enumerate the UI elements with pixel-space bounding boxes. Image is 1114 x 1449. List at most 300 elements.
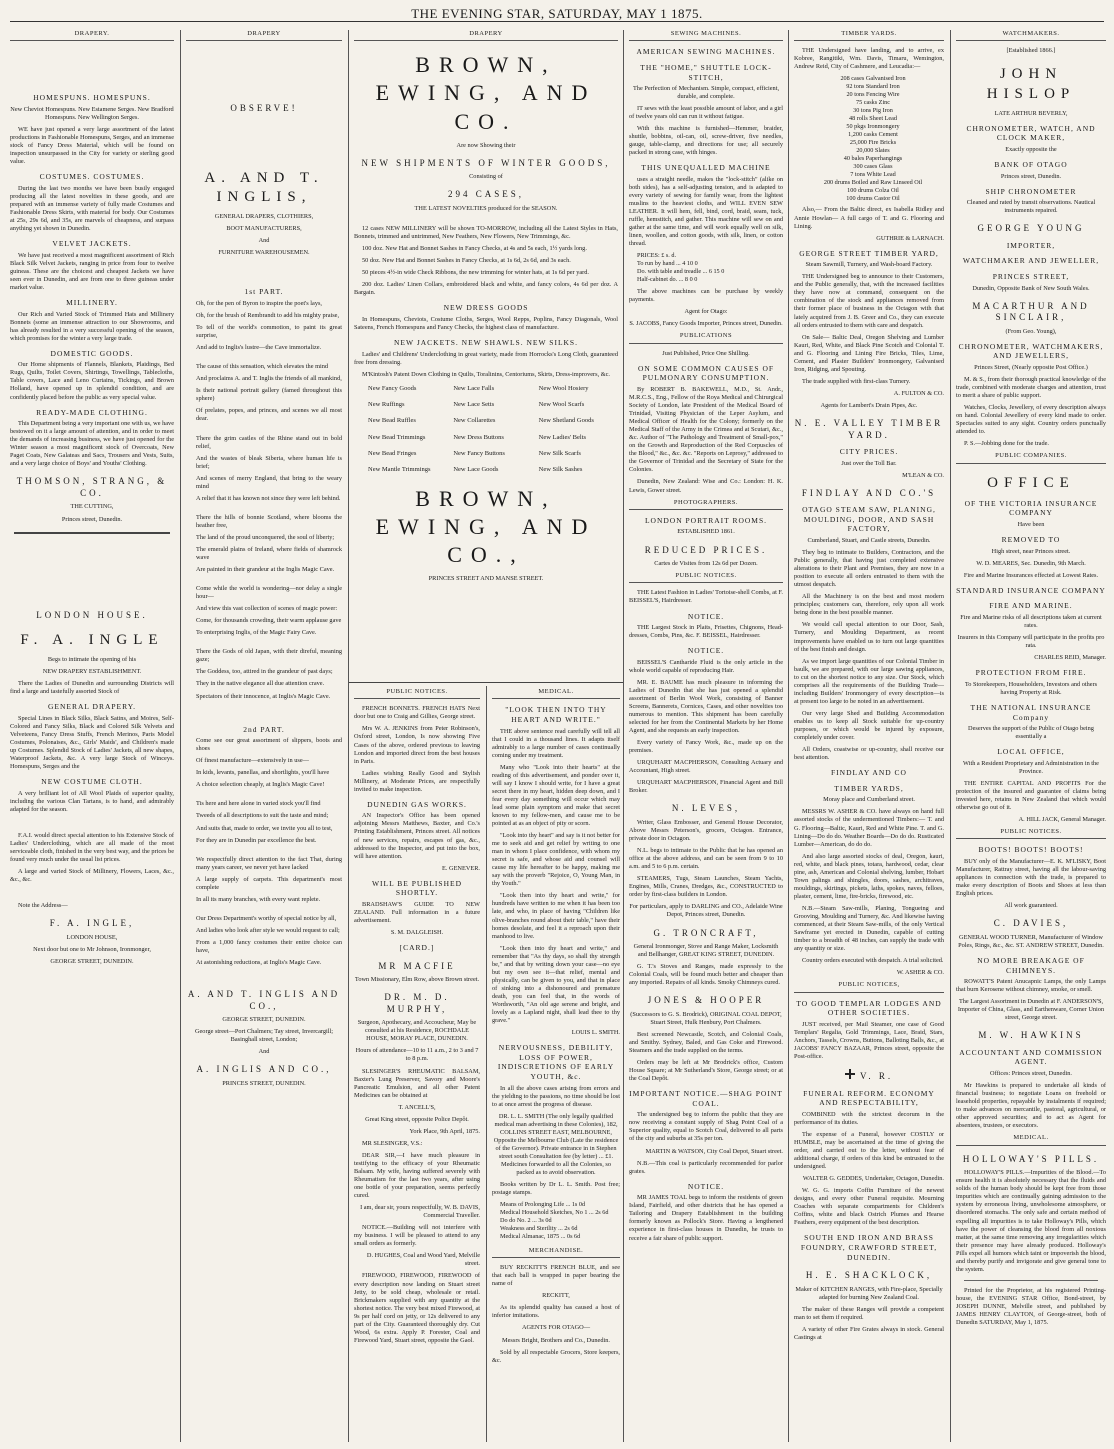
column-public-notices (354, 688, 480, 1440)
text: THE Undersigned beg to announce to their Customers, and the Public generally, that, with the increased facilities they have now at command, consequent on the combination of the stock and appliances removed from their former place of business in the Octagon with that lately acquired from J. B. Greer and Co., they can execute all orders entrusted to them with care and despatch. (794, 273, 944, 329)
text: DR. L. L. SMITH (The only legally qualified medical man advertising in these Colonies), 182, COLLINS STREET EAST, MELBOURNE, Opposite the Melbourne Club (Late the residence of the Governor). Private entrance in in Stephen street south Consultation fee (by letter) ... £1. Medicines forwarded to all the Colonies, so packed as to avoid observation. (493, 1112, 619, 1177)
text: MARTIN & WATSON, City Coal Depot, Stuart street. (645, 1147, 783, 1155)
name: M. W. HAWKINS (978, 1030, 1084, 1041)
heading: DUNEDIN GAS WORKS. (367, 799, 467, 809)
heading: REDUCED PRICES. (644, 544, 768, 555)
heading: OBSERVE! (230, 103, 298, 114)
goods-list (802, 75, 944, 202)
section-head: PUBLIC NOTICES. (956, 828, 1106, 839)
goods-item: New Ladies' Belts (538, 433, 587, 441)
text: Country orders executed with despatch. A trial solicited. (802, 957, 944, 965)
text: Have been (1017, 521, 1045, 529)
name: H. E. SHACKLOCK, (805, 1270, 933, 1281)
text: Princes street, Dunedin. (1000, 172, 1062, 180)
text: Just over the Toll Bar. (841, 459, 897, 467)
text: FURNITURE WAREHOUSEMEN. (218, 249, 310, 257)
text: Orders may be left at Mr Brodrick's office, Custom House Square; at Mr Sutherland's Store, George street; or at the Coal Depôt. (629, 1059, 783, 1083)
book-item: Medical Household Sketches, No 1 ... 2s 6d (500, 1209, 609, 1217)
crown-icon (845, 1069, 855, 1079)
text: High street, near Princes street. (991, 547, 1071, 555)
book-item: Weakness and Sterility ... 2s 6d (500, 1224, 578, 1232)
text: The trade supplied with first-class Turnery. (802, 377, 911, 385)
poem-line: The Goddess, too, attired in the grandeur of past days; (196, 668, 333, 676)
masthead-title: THE EVENING STAR, SATURDAY, MAY 1 1875. (411, 6, 703, 21)
column-drapery-3 (354, 30, 618, 680)
section-head: PUBLIC COMPANIES. (956, 452, 1106, 463)
name: JONES & HOOPER (647, 995, 765, 1006)
goods-item: New Fancy Goods (368, 384, 417, 392)
text: Deserves the support of the Public of Otago being essentially a (968, 725, 1094, 741)
text: Consisting of (469, 173, 503, 181)
heading: CHRONOMETER, WATCH, AND CLOCK MAKER, (966, 123, 1096, 143)
text: In Homespuns, Cheviots, Costume Cloths, Serges, Wool Repps, Poplins, Fancy Diagonals, Wool Sateens, French Homespuns and Fancy Checks, the highest class of manufacture. (354, 315, 618, 331)
text: Just Published, Price One Shilling. (662, 349, 750, 357)
heading: NOTICE. (687, 646, 725, 656)
text: They beg to intimate to Builders, Contractors, and the Public generally, that having just completed extensive alterations to their Plant and Premises, they are now in a position to execute all orders entrusted to them with the utmost despatch. (794, 549, 944, 589)
goods-grid (368, 385, 618, 475)
text: Dunedin, New Zealand: Wise and Co.: London: H. K. Lewis, Gower street. (629, 478, 783, 494)
text: P. S.—Jobbing done for the trade. (964, 440, 1049, 448)
text: M'Kintosh's Patent Down Clothing in Quilts, Toralinins, Centoriums, Skirts, Dress-improvers, &c. (362, 370, 610, 378)
text: This Department being a very important one with us, we have bestowed on it a large amount of attention, and in order to meet the demands of increasing business, we have just opened for the Winter season a most magnificent stock of Overcoats, New Paget Coats, New Galateas and Sacs, Trousers and Vests, Suits, and a very large choice of Boys' and Youths' Clothing. (10, 420, 174, 468)
poem-line (186, 641, 342, 644)
poem-line: Come while the world is wondering—nor delay a single hour— (196, 585, 342, 601)
text: W. ASHER & CO. (896, 969, 944, 977)
text: LOUIS L. SMITH. (571, 1029, 620, 1037)
heading: VELVET JACKETS. (52, 239, 132, 249)
heading: PROTECTION FROM FIRE. (975, 668, 1087, 678)
text: 100 doz. New Hat and Bonnet Sashes in Fancy Checks, at 4s and 5s each, 1½ yards long. (362, 245, 587, 253)
goods-item: New Lace Falls (453, 384, 495, 392)
text: The above machines can be purchase by weekly payments. (629, 288, 783, 304)
section-head: PUBLIC NOTICES. (354, 688, 480, 699)
masthead (0, 0, 1114, 22)
poem-line: From a 1,000 fancy costumes their entire choice can have, (196, 938, 342, 954)
text: A very brilliant lot of All Wool Plaids of superior quality, including the various Clan Tartans, is to hand, and admirably adapted for the season. (10, 789, 174, 814)
section-head: TIMBER YARDS. (794, 30, 944, 41)
text: Offices: Princes street, Dunedin. (990, 1070, 1072, 1078)
poem-line: Of finest manufacture—extensively in use— (196, 757, 309, 765)
text: Insurers in this Company will participate in the profits pro rata. (957, 634, 1105, 650)
text: Special Lines in Black Silks, Black Satins, and Moires, Self-Colored and Fancy Silks, Black and Colored Silk Velvets and Velveteens, Fancy Dress Stuffs, French Merinos, Paris Model Costumes, Polonaises, &c., Girls' Maids', and Children's made up Costumes. Splendid Stock of Ladies' Jackets, all new shapes, Waterproof Jackets, &c. A very large Stock of Winceys. Homespuns, Serges and the (10, 715, 174, 771)
text: [Established 1866.] (1006, 47, 1056, 55)
text: Writer, Glass Embosser, and General House Decorator, Above Messrs Peterson's, grocers, Octagon. Entrance, private door in Octagon. (629, 819, 783, 843)
goods-item: 1,200 casks Cement (848, 131, 898, 139)
goods-item: 48 rolls Sheet Lead (849, 115, 897, 123)
poem-line: The cause of this sensation, which elevates the mind (196, 363, 329, 371)
text: Best screened Newcastle, Scotch, and Colonial Coals, and Smithy. Sydney, Baled, and Gas Coke and Firewood. Steamers and the trade supplied on the terms. (629, 1030, 783, 1054)
poem-line: There the grim castles of the Rhine stand out in bold relief, (196, 434, 342, 450)
text: 200 doz. Ladies' Linen Collars, embroidered black and white, and fancy colors, 4s 6d per doz. A Bargain. (354, 281, 618, 297)
text: THE above sentence read carefully will tell all that I could in a thousand lines. It adapts itself admirably to a large number of cases continually coming under my treatment. (492, 727, 620, 759)
heading: LONDON HOUSE. (36, 609, 148, 620)
poem-line: For they are in Dunedin par excellence the best. (196, 836, 317, 844)
name: G. TRONCRAFT, (653, 927, 759, 938)
poem-line: They in the native elegance all due attention crave. (196, 680, 325, 688)
poem-line: There the Gods of old Japan, with their direful, meaning gaze; (196, 648, 342, 664)
heading: FINDLAY AND CO (831, 768, 907, 778)
heading: FIRE AND MARINE. (989, 601, 1073, 611)
poem-line: In kids, levants, panellas, and shortlights, you'll have (196, 769, 330, 777)
text: A. FULTON & CO. (893, 389, 944, 397)
section-head: DRAPERY (186, 30, 342, 41)
text: The expense of a Funeral, however COSTLY or HUMBLE, may be ascertained at the time of giving the order, and carried out to the letter, without fear of additional charge, if orders of this kind be entrusted to the undersigned. (794, 1130, 944, 1171)
text: A. HILL JACK, General Manager. (1018, 816, 1106, 824)
text: With this machine is furnished—Hemmer, braider, shuttle, bobbins, oil-can, oil, screw-driver, five needles, gauge, table-clamp, and directions for use; all securely packed in strong case, with hinges. (629, 125, 783, 157)
name: JOHN HISLOP (986, 66, 1076, 102)
text: SLESINGER'S RHEUMATIC BALSAM, Baxter's Lung Preserver, Savory and Moore's Pancreatic Emulsion, and all other Patent Medicines can be obtained at (354, 1067, 480, 1099)
text: A variety of other Fire Grates always in stock. General Castings at (794, 1325, 944, 1341)
goods-item: 20,000 Slates (856, 146, 890, 154)
heading: SHIP CHRONOMETER (985, 186, 1077, 196)
goods-item: New Lace Setts (453, 401, 495, 409)
text: I am, dear sir, yours respectfully, W. B. DAVIS, Commercial Traveller. (360, 1204, 480, 1220)
text: In all the above cases arising from errors and the yielding to the passions, no time should be lost to at once arrest the progress of disease. (492, 1084, 620, 1108)
text: BUY only of the Manufacturer—E. K. M'LISKY, Boot Manufacturer, Rattray street, having all the labour-saving appliances in connection with the trade, is prepared to make every description of Boots and Shoes at less than English prices. (956, 858, 1106, 898)
firm-name: BROWN, EWING, AND CO., (375, 485, 597, 567)
text: Great King street, opposite Police Depôt. (365, 1115, 469, 1123)
poem-line (186, 428, 342, 431)
poem-line (186, 849, 342, 852)
heading: PRINCES STREET, (992, 272, 1070, 282)
text: We would call special attention to our Door, Sash, Turnery, and Moulding Department, as recent improvements have enabled us to turn out large quantities of the best finish and design. (794, 621, 944, 653)
text: Agent for Otago: (684, 308, 728, 316)
poem-line: A relief that it has known not since they were left behind. (196, 494, 341, 502)
text: 50 pieces 4½-in wide Check Ribbons, the new trimming for winter hats, at 1s 6d per yard. (362, 269, 589, 277)
goods-item: New Bead Trimmings (368, 433, 426, 441)
goods-item: New Bead Fringes (368, 449, 417, 457)
text: 50 doz. New Hat and Bonnet Sashes in Fancy Checks, at 1s 6d, 2s 6d, and 3s each. (362, 257, 571, 265)
text: URQUHART MACPHERSON, Financial Agent and Bill Broker. (629, 779, 783, 795)
text: ROWATT'S Patent Anucapnic Lamps, the only Lamps that burn Kerosene without chimney, smoke, or smell. (956, 978, 1106, 994)
text: WE have just opened a very large assortment of the latest productions in Fashionable Homespuns, Serges, and an immense stock of Fancy Dress Material, which will be found on inspection unsurpassed in the City for variety or sterling good value. (10, 126, 174, 166)
divider (14, 532, 170, 534)
poem-line (186, 356, 342, 359)
text: The Perfection of Mechanism. Simple, compact, efficient, durable, and complete. (632, 85, 780, 101)
text: Many who "Look into their hearts" at the reading of this advertisement, and ponder over it, will say I know I should write, for I have a great secret there in my heart, hidden deep down, and I fear every day something will occur which may lead some plain symptom and make that secret known to my fellow-men, and cause me to be pointed at as an object of pity or scorn. (492, 763, 620, 828)
poem-line: There the hills of bonnie Scotland, where blooms the heather free, (196, 513, 342, 529)
text: Our Rich and Varied Stock of Trimmed Hats and Millinery Bonnets (some an immense attraction to our Showrooms, and has already resulted in a very successful opening of the season, which promises for the winter a very large trade. (10, 310, 174, 342)
heading: "LOOK THEN INTO THY HEART AND WRITE." (505, 705, 607, 724)
text: S. M. DALGLEISH. (390, 929, 444, 937)
text: V. R. (860, 1071, 894, 1082)
goods-item: 200 drums Boiled and Raw Linseed Oil (823, 178, 923, 186)
text: N.L. begs to intimate to the Public that he has opened an office at the above address, and can be seen from 9 to 10 a.m. and 5 to 6 p.m. certain. (629, 847, 783, 871)
heading: AMERICAN SEWING MACHINES. (636, 47, 776, 57)
heading: DOMESTIC GOODS. (50, 348, 134, 358)
text: General Ironmonger, Stove and Range Maker, Locksmith and Bellhanger, GREAT KING STREET, DUNEDIN. (633, 943, 779, 959)
column-drapery-2 (186, 30, 342, 1442)
goods-item: 40 bales Paperhangings (843, 154, 903, 162)
goods-item: New Mantle Trimmings (368, 466, 431, 474)
text: Mrs W. A. JENKINS from Peter Robinson's, Oxford street, London, Is now showing Five Cases of the above, ordered previous to leaving London and imported direct from the best houses in Paris. (354, 725, 480, 765)
poem-line: And proclaims A. and T. Inglis the friends of all mankind, (196, 375, 342, 383)
section-head: MEDICAL. (956, 1134, 1106, 1145)
heading: THIS UNEQUALLED MACHINE (641, 163, 771, 173)
section-head: PUBLIC NOTICES. (629, 572, 783, 583)
text: Steam Sawmill, Turnery, and Wash-board Factory. (805, 261, 933, 269)
text: Are now Showing their (456, 141, 516, 149)
column-rule (180, 30, 181, 1442)
goods-item: New Ruffings (368, 401, 405, 409)
text: NOTICE.—Building will not interfere with my business. I will be pleased to attend to any small orders as formerly. (354, 1224, 480, 1248)
text: Hours of attendance—10 to 11 a.m., 2 to 3 and 7 to 8 p.m. (355, 1047, 479, 1063)
heading: 294 CASES, (447, 189, 524, 200)
text: PRINCES STREET, DUNEDIN. (222, 1079, 306, 1087)
column-watchmakers (956, 30, 1106, 1442)
poem-line: Come, for thousands crowding, their warm applause gave (196, 617, 342, 625)
text: URQUHART MACPHERSON, Consulting Actuary and Accountant, High street. (629, 759, 783, 775)
heading: MILLINERY. (66, 297, 118, 307)
text: THE CUTTING, (70, 503, 114, 511)
goods-item: 208 cases Galvanised Iron (840, 75, 906, 83)
text: To Storekeepers, Householders, Investors and others having Property at Risk. (964, 680, 1098, 696)
firm-name: F. A. INGLE (20, 632, 164, 649)
imprint: Printed for the Proprietor, at his registered Printing-house, the EVENING STAR Office, Bond-street, by JOSEPH DUNNE, Melville street, and published by JAMES HENRY CLAYTON, of George-street, both of Dunedin SATURDAY, May 1, 1875. (956, 1286, 1106, 1327)
text: New Cheviot Homespuns. New Estamene Serges. New Bradford Homespuns. New Wellington Serges. (10, 105, 174, 121)
text: Every variety of Fancy Work, &c., made up on the premises. (629, 739, 783, 755)
name: C. DAVIES, (993, 918, 1069, 929)
goods-item: New Wool Scarfs (538, 401, 585, 409)
goods-item: New Dress Buttons (453, 433, 504, 441)
text: The maker of these Ranges will provide a competent man to set them if required. (794, 1305, 944, 1321)
text: Cartes de Visites from 12s 6d per Dozen. (654, 560, 758, 568)
poem-line: And the wastes of bleak Siberia, where human life is brief; (196, 454, 342, 470)
column-rule (348, 30, 349, 1442)
goods-item: 100 drums Colza Oil (847, 186, 899, 194)
poem-line: Oh, for the brush of Rembrandt to add his mighty praise, (196, 312, 340, 320)
text: As its splendid quality has caused a host of inferior imitations. (492, 1304, 620, 1320)
firm-name: THOMSON, STRANG, & CO. (16, 476, 168, 498)
heading: CHRONOMETER, WATCHMAKERS, AND JEWELLERS, (958, 341, 1104, 361)
text: York Place, 9th April, 1875. (409, 1127, 480, 1135)
text: F.A.I. would direct special attention to his Extensive Stock of Ladies' Underclothing, which are all made of the most serviceable cloth, finished in the very best way, and the prices be found very much under the usual list prices. (10, 832, 174, 864)
heading: NOTICE. (687, 611, 725, 621)
text: Messrs Bright, Brothers and Co., Dunedin. (502, 1336, 610, 1344)
poem-line: Are painted in their grandeur at the Inglis Magic Cave. (196, 566, 335, 574)
text: There the Ladies of Dunedin and surrounding Districts will find a large and tastefully assorted Stock of (10, 680, 174, 696)
text: RECKITT, (542, 1292, 570, 1300)
poem-line (186, 507, 342, 510)
poem-line: And view this vast collection of scenes of magic power: (196, 605, 338, 613)
heading: ON SOME COMMON CAUSES OF PULMONARY CONSUMPTION. (637, 363, 775, 383)
text: HOLLOWAY'S PILLS.—Impurities of the Blood.—To ensure health it is absolutely necessary that the fluids and solids of the human body should be kept free from those impurities which are continually gaining admission to the system by erroneous living, unwholesome atmosphere, or disordered stomachs. The only safe and certain method of expelling all impurities is to take Holloway's Pills, which have the power of cleansing the blood from all noxious matter, at the same time removing any irregularities which their presence may have already produced. Holloway's Pills expel all humors which taint or impoverish the blood, and thereby purify and invigorate and give general tone to the system. (956, 1169, 1106, 1273)
poem-line: And add to Inglis's lustre—the Cave immortalize. (196, 344, 322, 352)
text: Princes street, Dunedin. (61, 515, 123, 523)
goods-item: New Lace Goods (453, 466, 499, 474)
text: BEISSEL'S Cantharide Fluid is the only article in the whole world capable of reproducing Hair. (629, 658, 783, 674)
heading: IMPORTER, (1006, 240, 1056, 250)
text: D. HUGHES, Coal and Wood Yard, Melville street. (366, 1252, 480, 1268)
poem-line: The emerald plains of Ireland, where fields of shamrock wave (196, 545, 342, 562)
heading: STANDARD INSURANCE COMPANY (956, 585, 1106, 595)
heading: WATCHMAKER AND JEWELLER, (962, 256, 1100, 266)
text: The undersigned beg to inform the public that they are now receiving a constant supply of Shag Point Coal of a Superior quality, equal to Scotch Coal, delivered to all parts of the city and suburbs at 35s per ton. (629, 1111, 783, 1143)
text: With a Resident Proprietary and Administration in the Province. (963, 759, 1099, 775)
text: GUTHRIE & LARNACH. (876, 234, 944, 242)
goods-item: 100 drums Castor Oil (846, 194, 900, 202)
column-rule (623, 30, 624, 1442)
column-sewing-machines (629, 30, 783, 1442)
text: THE LATEST NOVELTIES produced for the SEASON. (414, 204, 558, 212)
text: On Sale— Baltic Deal, Oregon Shelving and Lumber Kauri, Red, White, and Black Pine Scotch and Colonial T. and G. Flooring and Lining Fire Bricks, Tiles, Lime, Cement, and Plaster Builders' Ironmongery, Galvanised Iron, Ridging, and Spouting. (794, 333, 944, 373)
poem-line: A choice selection cheaply, at Inglis's Magic Cave! (196, 781, 325, 789)
text: N.B.—Steam Saw-mills, Planing, Tongueing and Grooving, Moulding and Turnery, &c. And likewise having commenced, at their Steam Saw-mills, of the only Vertical Sawframe yet erected in Dunedin, capable of cutting timber to a breadth of 48 inches, can supply the trade with any quantity or size. (794, 904, 944, 953)
text: MR. E. BAUME has much pleasure in informing the Ladies of Dunedin that she has just opened a splendid assortment of Berlin Wool Work, consisting of Banner Screens, Bannerets, Cornices, Cases, and other novelties too numerous to mention. This shipment has been carefully selected for her from the Continental Markets by her Home Agent, and she requests an early inspection. (629, 678, 783, 735)
text: Our very large Shed and Building Accommodation enables us to keep all Stock suitable for up-country purposes, or which would be injured by exposure, completely under cover. (794, 709, 944, 742)
text: GEORGE STREET, DUNEDIN. (222, 1016, 306, 1024)
name: N. E. VALLEY TIMBER YARD. (794, 417, 944, 440)
text: THE Latest Fashion in Ladies' Tortoise-shell Combs, at F. BEISSEL'S, Hairdresser. (629, 589, 783, 605)
heading: THE "HOME," SHUTTLE LOCK-STITCH, (640, 62, 772, 82)
text: Dunedin, Opposite Bank of New South Wales. (972, 284, 1090, 292)
text: GENERAL DRAPERS, CLOTHIERS, (214, 213, 314, 221)
firm-name: A. AND T. INGLIS, (204, 169, 324, 206)
text: T. ANCELL'S, (398, 1103, 436, 1111)
text: FIREWOOD, FIREWOOD, FIREWOOD of every description now landing on Stuart street Jetty, to be sold cheap, wholesale or retail. Brickmakers supplied with any quantity at the shortest notice. The very best mixed Firewood, at 9s per half cord on jetty, or 12s delivered to any part of the City. Guaranteed thoroughly dry. Cut Wood, 6s extra. Apply P. Forester, Coal and Firewood Yard, Stuart street, opposite the Gaol. (354, 1272, 480, 1344)
text: PRINCES STREET AND MANSE STREET. (428, 575, 544, 583)
poem (186, 737, 342, 967)
goods-item: 300 cases Glass (853, 162, 893, 170)
heading: LONDON PORTRAIT ROOMS. (644, 515, 768, 525)
text: S. JACOBS, Fancy Goods Importer, Princes street, Dunedin. (629, 320, 783, 328)
poem-line: At astonishing reductions, at Inglis's Magic Cave. (196, 959, 322, 967)
price-list (637, 252, 783, 284)
text: W. D. MEARES, Sec. Dunedin, 9th March. (976, 559, 1086, 567)
column-rule (788, 30, 789, 1442)
text: Surgeon, Apothecary, and Accoucheur, May be consulted at his Residence, ROCHDALE HOUSE, MORAY PLACE, DUNEDIN. (357, 1019, 477, 1043)
heading: COSTUMES. COSTUMES. (39, 172, 145, 182)
text: A large and varied Stock of Millinery, Flowers, Laces, &c., &c., &c. (10, 868, 174, 884)
divider (349, 682, 623, 683)
heading: NERVOUSNESS, DEBILITY, LOSS OF POWER, INDISCRETIONS OF EARLY YOUTH, &c. (497, 1043, 615, 1081)
text: Also,— From the Baltic direct, ex Isabella Ridley and Annie Howlan— A full cargo of T. and G. Flooring and Lining. (794, 206, 944, 230)
section-head: DRAPERY. (10, 30, 174, 41)
text: And (258, 237, 270, 245)
poem-line: And suits that, made to order, we invite you all to test, (196, 824, 333, 832)
firm-name: A. INGLIS AND CO., (196, 1064, 332, 1075)
text: E. GENEVER. (442, 864, 480, 872)
text: (From Geo. Young), (1005, 327, 1057, 335)
poem-line: And scenes of merry England, that bring to the weary mind (196, 474, 342, 490)
text: Fire and Marine Insurances effected at Lowest Rates. (963, 571, 1099, 579)
heading: NEW COSTUME CLOTH. (41, 777, 143, 787)
name: OFFICE (987, 474, 1075, 491)
section-head: SEWING MACHINES. (629, 30, 783, 41)
goods-item: 75 casks Zinc (855, 99, 891, 107)
text: (Successors to G. S. Brodrick), ORIGINAL COAL DEPOT, Stuart Street, Hulk Henbury, Port Chalmers. (630, 1010, 782, 1026)
section-head: MEDICAL. (492, 688, 620, 699)
text: THE Undersigned have landing, and to arrive, ex Kobree, Rangitiki, Wm. Davis, Timaru, Wemington, Andrew Reid, City of Cashmere, and Leucadia:— (794, 47, 944, 71)
text: GENERAL WOOD TURNER, Manufacturer of Window Poles, Rings, &c., &c. ST. ANDREW STREET, Dunedin. (958, 933, 1104, 949)
heading: NO MORE BREAKAGE OF CHIMNEYS. (977, 955, 1085, 975)
price-item: Half-cabinet do. ... 8 0 0 (637, 276, 698, 284)
text: "Look then into thy heart and write," for hundreds have written to me when it has been too late, and who, in place of having "Children like olive-branches round about their table," have their homes desolate, and feel it a reproach upon their manhood to live. (492, 892, 620, 940)
poem-line: Tis here and here alone in varied stock you'll find (196, 800, 321, 808)
text: "Look into thy heart" and say is it not better for me to seek aid and get relief by writing to one man in whom I place confidence, with whom my secret is safe, and whose aid and counsel will cause my life hereafter to be happy, making me say with the proverb "Rejoice, O, Young Man, in thy Youth." (492, 832, 620, 888)
poem-line: To tell of the world's commotion, to paint its great surprise, (196, 324, 342, 340)
text: G. T.'s Stoves and Ranges, made expressly to the Colonial Coals, will be found much better and cheaper than any imported. Repairs of all kinds. Smoky Chimneys cured. (629, 963, 783, 987)
divider (964, 1280, 1098, 1281)
text: The Largest Assortment in Dunedin at F. ANDERSON'S, Importer of China, Glass, and Earthenware, Corner Union street, George street. (957, 998, 1105, 1022)
text: uses a straight needle, makes the "lock-stitch" (alike on both sides), has a self-adjusting tension, and is adapted to every variety of sewing for family wear, from the lightest muslins to the heaviest cloths, and WILL EVEN SEW LEATHER. It will hem, fell, bind, cord, braid, seam, tuck, ruffle, hemstitch, and gather. This machine will sew on and gather at the same time, and will work equally well on silk, linen, woollen, and cotton goods, with silk, linen, or cotton thread. (629, 176, 783, 248)
text: IT sews with the least possible amount of labor, and a girl of twelve years old can run it without fatigue. (629, 105, 783, 121)
heading: OF THE VICTORIA INSURANCE COMPANY (964, 498, 1098, 518)
heading: ACCOUNTANT AND COMMISSION AGENT. (959, 1047, 1103, 1067)
text: Cleaned and rated by transit observations. Nautical instruments repaired. (966, 199, 1096, 215)
text: MR SLESINGER, V.S.: (362, 1139, 423, 1147)
price-item: Do. with table and treadle ... 6 15 0 (637, 268, 725, 276)
text: For particulars, apply to DARLING and CO., Adelaide Wine Depot, Princes street, Dunedin. (629, 903, 783, 919)
section-head: PUBLIC NOTICES, (794, 981, 944, 992)
masthead-rule (10, 21, 1104, 22)
text: And (258, 1048, 270, 1056)
poem-line: And ladies who look after style we would request to call; (196, 926, 340, 934)
heading: TO GOOD TEMPLAR LODGES AND OTHER SOCIETIES. (796, 998, 942, 1018)
heading: NEW DRESS GOODS (443, 303, 529, 313)
heading: GENERAL DRAPERY. (47, 702, 137, 712)
text: Mr Hawkins is prepared to undertake all kinds of financial business; to negotiate Loans on freehold or leasehold properties, repayable by instalments if required; to make advances on mercantile, pastoral, agricultural, or other approved securities; and to act as Agent for absentees, trustees, or executors. (956, 1082, 1106, 1130)
text: JUST received, per Mail Steamer, one case of Good Templars' Regalia, Gold Trimmings, Lace, Braid, Stars, Anchors, Tassels, Crowns, Buttons, Balloting Balls, &c., at JACOBS' FANCY BAZAAR, Princes street, opposite the Post-office. (794, 1020, 944, 1060)
text: All work guaranteed. (1004, 902, 1058, 910)
heading: FUNERAL REFORM. ECONOMY AND RESPECTABILITY, (803, 1088, 935, 1108)
text: And also large assorted stocks of deal, Oregon, kauri, red, white, and black pines, totara, hardwood, cedar, clear pine, ash, American and Colonial shelving, lumber, Hobart Town palings and shingles, doors, sashes, architraves, mouldings, skirtings, pickets, laths, spokes, naves, felloes, plaster, cement, lime, fire-bricks, firewood, etc. (794, 852, 944, 900)
text: Agents for Lambert's Drain Pipes, &c. (820, 401, 918, 409)
text: Sold by all respectable Grocers, Store keepers, &c. (492, 1348, 620, 1364)
text: All Orders, coastwise or up-country, shall receive our best attention. (794, 746, 944, 762)
heading: REMOVED TO (1001, 535, 1061, 545)
text: Maker of KITCHEN RANGES, with Fire-place, Specially adapted for burning New Zealand Coal. (795, 1285, 943, 1301)
text: Begs to intimate the opening of his (47, 656, 137, 664)
poem-line: The land of the proud unconquered, the soul of liberty; (196, 533, 335, 541)
goods-item: 20 tons Fencing Wire (846, 91, 900, 99)
name: GEORGE YOUNG (977, 223, 1085, 234)
poem-line: In all its many branches, with every want replete. (196, 895, 321, 903)
column-rule (486, 686, 487, 1442)
goods-item: New Shetland Goods (538, 417, 594, 425)
price-item: To run by hand ... 4 10 0 (637, 260, 698, 268)
text: M. & S., from their thorough practical knowledge of the trade, combined with moderate charges and attention, trust to merit a share of public support. (956, 376, 1106, 400)
name: DR. M. D. MURPHY, (384, 992, 450, 1014)
text: DEAR SIR,—I have much pleasure in testifying to the efficacy of your Rheumatic Balsam. My wife, having suffered severely with Rheumatism for the last two years, after using one bottle of your preparation, seems perfectly cured. (354, 1151, 480, 1200)
book-item: Medical Almanac, 1875 ... 0s 6d (500, 1232, 581, 1240)
text: BRADSHAW'S GUIDE TO NEW ZEALAND. Full information in a future advertisement. (354, 900, 480, 924)
firm-name: F. A. INGLE, (49, 918, 135, 929)
column-medical (492, 688, 620, 1440)
text: Cumberland, Stuart, and Castle streets, Dunedin. (807, 537, 931, 544)
heading: TIMBER YARDS, (834, 783, 904, 793)
goods-item: 50 pkgs Ironmongery (846, 123, 900, 131)
heading: SOUTH END IRON AND BRASS FOUNDRY, CRAWFORD STREET, DUNEDIN. (800, 1233, 938, 1262)
goods-item: New Fancy Buttons (453, 449, 505, 457)
goods-item: New Collarettes (453, 417, 496, 425)
text: CHARLES REID, Manager. (1034, 654, 1106, 662)
poem-line: We respectfully direct attention to the fact That, during many years career, we never yet have lacked (196, 855, 342, 871)
heading: OTAGO STEAM SAW, PLANING, MOULDING, DOOR, AND SASH FACTORY, (802, 505, 936, 534)
text: 12 cases NEW MILLINERY will be shown TO-MORROW, including all the Latest Styles in Hats, Bonnets, trimmed and untrimmed, New Feathers, New Flowers, New Trimmings, &c. (354, 224, 618, 240)
text: Exactly opposite the (1005, 145, 1057, 153)
text: Note the Address— (18, 902, 68, 910)
column-drapery-1 (10, 30, 174, 1442)
text: BUY RECKITT'S FRENCH BLUE, and see that each ball is wrapped in paper bearing the name of (492, 1264, 620, 1288)
heading: 2nd PART. (243, 724, 285, 734)
poem-line: To enterprising Inglis, of the Magic Fairy Cave. (196, 629, 317, 637)
text: Town Missionary, Elm Row, above Brown street. (354, 976, 480, 984)
heading: CITY PRICES. (839, 447, 899, 457)
text: Princes Street, (Nearly opposite Post Office.) (974, 363, 1088, 371)
book-list (500, 1201, 620, 1241)
text: FRENCH BONNETS. FRENCH HATS Next door but one to Craig and Gillies, George street. (354, 705, 480, 721)
